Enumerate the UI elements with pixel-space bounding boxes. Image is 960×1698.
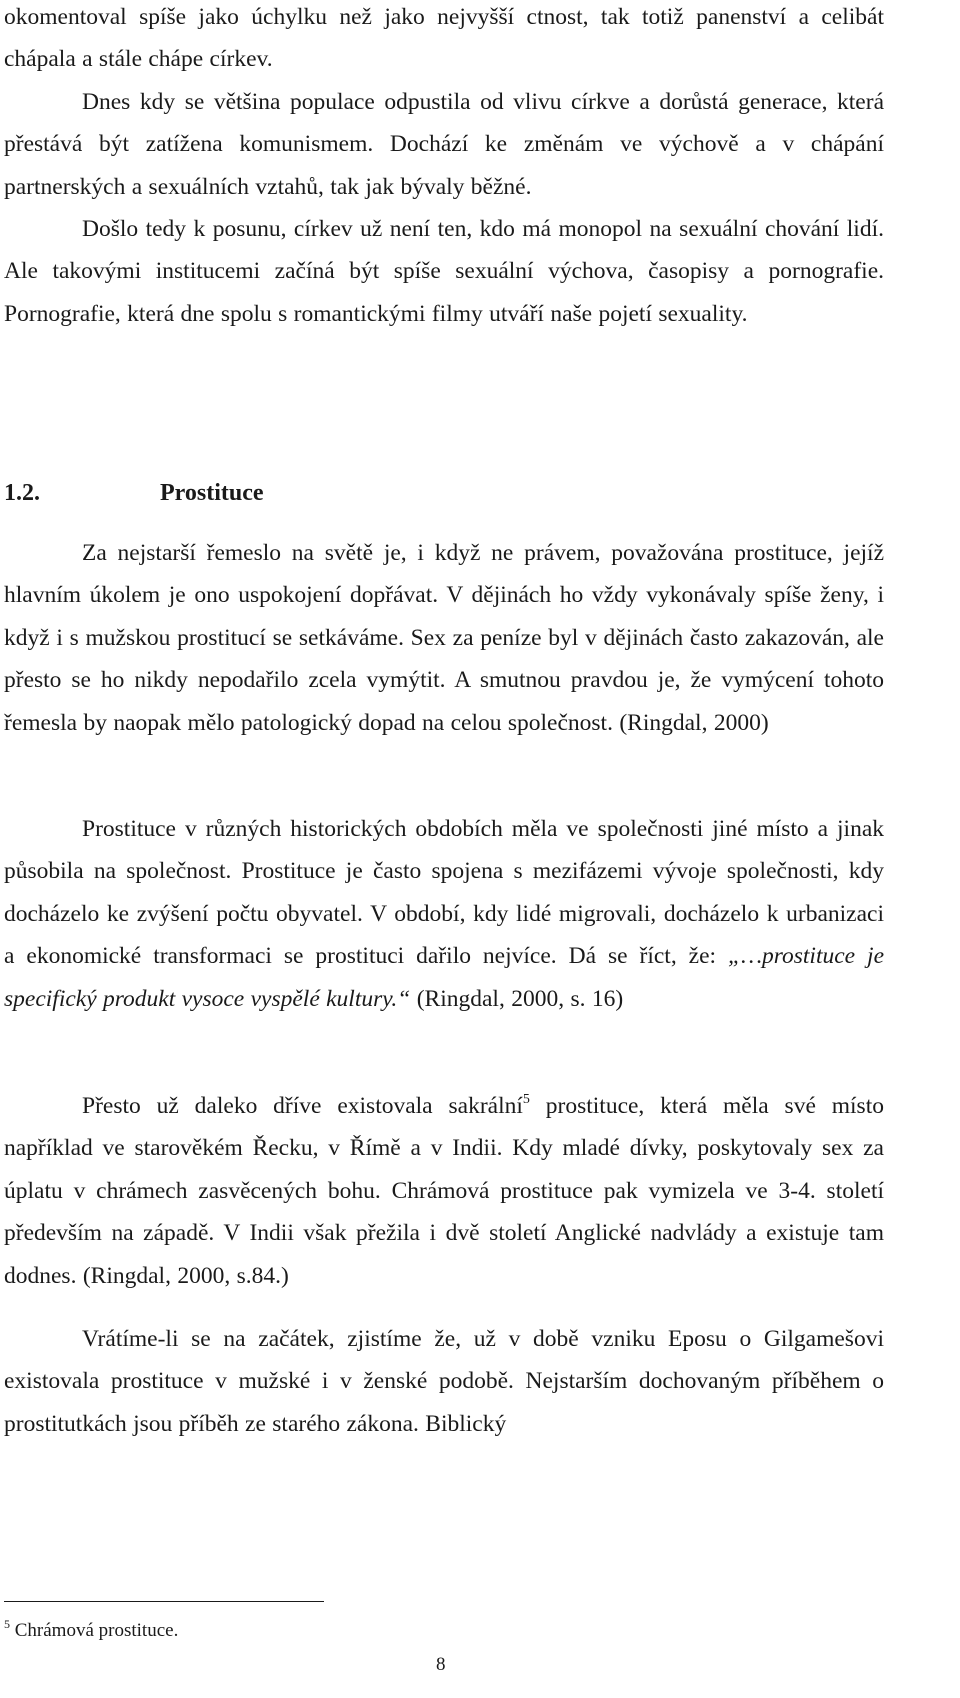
section-heading: [4, 472, 264, 514]
paragraph-1: okomentoval spíše jako úchylku než jako nejvyšší ctnost, tak totiž panenství a celibát chápala a stále chápe církev.: [4, 4, 884, 73]
section-paragraph-2-text: Prostituce v různých historických obdobích měla ve společnosti jiné místo a jinak působila na společnost. Prostituce je často spojena s mezifázemi vývoje společnosti, kdy docházelo ke zvýšení počtu obyvatel. V období, kdy lidé migrovali, docházelo k urbanizaci a ekonomické transformaci se prostituci dařilo nejvíce. Dá se říct, že:: [4, 816, 884, 970]
section-paragraph-3-text: Přesto už daleko dříve existovala sakrální: [82, 1093, 523, 1119]
section-paragraph-3: [4, 1085, 884, 1297]
section-number: 1.2.: [4, 480, 40, 506]
quotation: „…prostituce je specifický produkt vysoce vyspělé kultury.“: [4, 943, 884, 1012]
footnote-divider: [4, 1601, 324, 1602]
section-paragraph-2: [4, 808, 884, 1020]
footnote-text: Chrámová prostituce.: [10, 1620, 179, 1641]
section-title: Prostituce: [160, 480, 264, 506]
section-paragraph-4: Vrátíme-li se na začátek, zjistíme že, už v době vzniku Eposu o Gilgamešovi existovala prostituce v mužské i v ženské podobě. Nejstarším dochovaným příběhem o prostitutkách jsou příběh ze starého zákona. Biblický: [4, 1326, 884, 1437]
paragraph-3: Došlo tedy k posunu, církev už není ten, kdo má monopol na sexuální chování lidí. Ale takovými institucemi začíná být spíše sexuální výchova, časopisy a pornografie. Pornografie, která dne spolu s romantickými filmy utváří naše pojetí sexuality.: [4, 216, 884, 327]
footnote-marker: 5: [4, 1617, 10, 1631]
page-number: 8: [436, 1654, 446, 1675]
footnote-reference[interactable]: 5: [522, 1092, 530, 1107]
citation: (Ringdal, 2000, s. 16): [410, 985, 624, 1012]
paragraph-2: Dnes kdy se většina populace odpustila od vlivu církve a dorůstá generace, která přestává být zatížena komunismem. Dochází ke změnám ve výchově a v chápání partnerských a sexuálních vztahů, tak jak bývaly běžné.: [4, 89, 884, 200]
footnote: [4, 1618, 178, 1644]
section-paragraph-3-text-cont: prostituce, která měla své místo například ve starověkém Řecku, v Římě a v Indii. Kdy mladé dívky, poskytovaly sex za úplatu v chrámech zasvěcených bohu. Chrámová prostituce pak vymizela ve 3-4. století především na západě. V Indii však přežila i dvě století Anglické nadvlády a existuje tam dodnes. (Ringdal, 2000, s.84.): [4, 1093, 884, 1289]
section-paragraph-1: Za nejstarší řemeslo na světě je, i když ne právem, považována prostituce, jejíž hlavním úkolem je ono uspokojení dopřávat. V dějinách ho vždy vykonávaly spíše ženy, i když i s mužskou prostitucí se setkáváme. Sex za peníze byl v dějinách často zakazován, ale přesto se ho nikdy nepodařilo zcela vymýtit. A smutnou pravdou je, že vymýcení tohoto řemesla by naopak mělo patologický dopad na celou společnost. (Ringdal, 2000): [4, 540, 884, 736]
